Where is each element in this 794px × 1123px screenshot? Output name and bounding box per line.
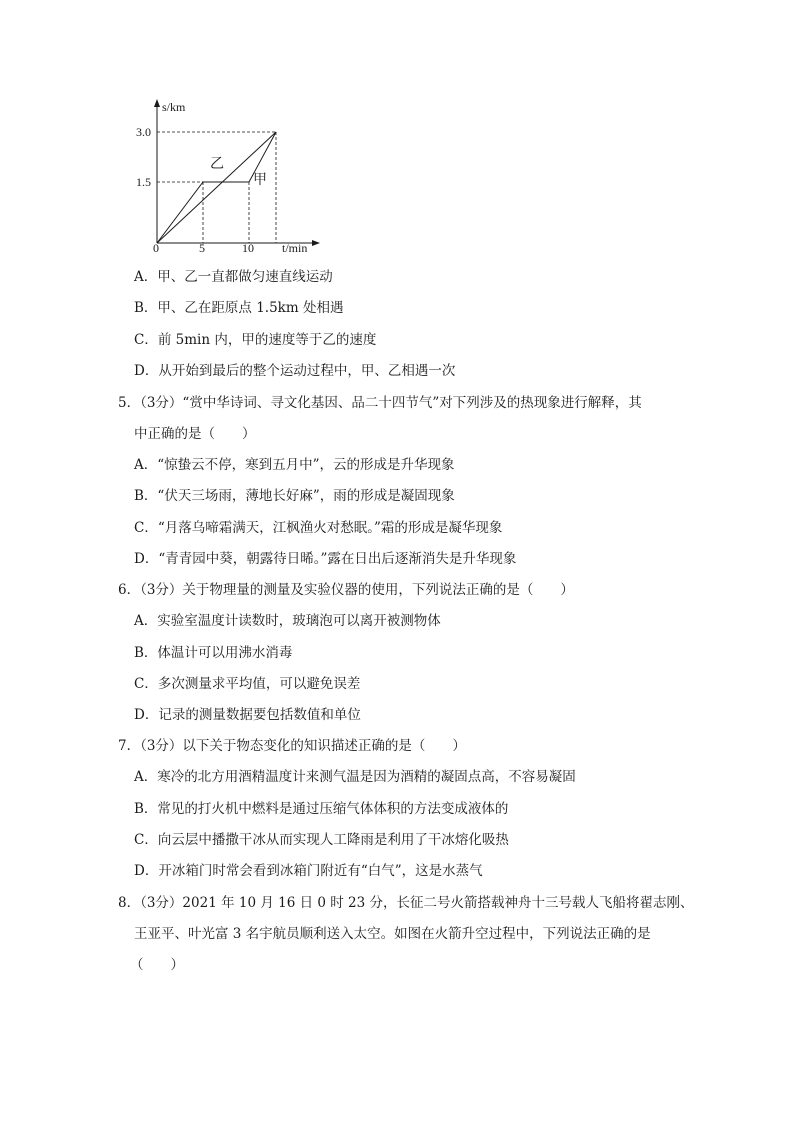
y-tick-3.0: 3.0 [136,125,151,139]
q5-option-a: A．“惊蛰云不停，寒到五月中”，云的形成是升华现象 [134,457,455,473]
q6-stem: 6．（3分）关于物理量的测量及实验仪器的使用，下列说法正确的是（ ） [118,582,574,598]
q4-option-c: C．前 5min 内，甲的速度等于乙的速度 [134,332,377,348]
q7-stem: 7．（3分）以下关于物态变化的知识描述正确的是（ ） [118,738,466,754]
q8-stem-line2: 王亚平、叶光富 3 名宇航员顺利送入太空。如图在火箭升空过程中，下列说法正确的是 [134,926,651,942]
q4-option-b: B．甲、乙在距原点 1.5km 处相遇 [134,300,344,316]
q6-option-d: D．记录的测量数据要包括数值和单位 [134,707,361,723]
q7-option-a: A．寒冷的北方用酒精温度计来测气温是因为酒精的凝固点高，不容易凝固 [134,769,576,785]
x-tick-10: 10 [242,241,254,255]
q6-option-a: A．实验室温度计读数时，玻璃泡可以离开被测物体 [134,613,441,629]
q6-option-b: B．体温计可以用沸水消毒 [134,645,293,661]
q5-option-c: C．“月落乌啼霜满天，江枫渔火对愁眠。”霜的形成是凝华现象 [134,520,503,536]
y-axis-arrow [154,99,160,107]
q7-option-b: B．常见的打火机中燃料是通过压缩气体体积的方法变成液体的 [134,801,509,817]
x-axis-arrow [312,240,320,246]
q5-option-b: B．“伏天三场雨，薄地长好麻”，雨的形成是凝固现象 [134,488,455,504]
series-label-jia: 甲 [253,172,267,188]
q5-stem-line1: 5．（3分）“赏中华诗词、寻文化基因、品二十四节气”对下列涉及的热现象进行解释，其 [118,395,642,411]
q7-option-d: D．开冰箱门时常会看到冰箱门附近有“白气”，这是水蒸气 [134,863,483,879]
q4-option-a: A．甲、乙一直都做匀速直线运动 [134,269,333,285]
y-axis-label: s/km [162,100,186,114]
y-tick-1.5: 1.5 [136,175,151,189]
q8-stem-line3: （ ） [130,957,184,973]
x-axis-label: t/min [282,241,308,255]
q5-option-d: D．“青青园中葵，朝露待日晞。”露在日出后逐渐消失是升华现象 [134,551,517,567]
q5-stem-line2: 中正确的是（ ） [134,426,256,442]
q7-option-c: C．向云层中播撒干冰从而实现人工降雨是利用了干冰熔化吸热 [134,832,509,848]
q6-option-c: C．多次测量求平均值，可以避免误差 [134,676,361,692]
x-tick-5: 5 [199,241,205,255]
series-label-yi: 乙 [210,156,224,172]
st-graph [130,95,330,260]
x-tick-0: 0 [153,241,159,255]
q4-option-d: D．从开始到最后的整个运动过程中，甲、乙相遇一次 [134,363,456,379]
q8-stem-line1: 8．（3分）2021 年 10 月 16 日 0 时 23 分，长征二号火箭搭载神舟十三号载人飞船将翟志刚、 [118,895,694,911]
